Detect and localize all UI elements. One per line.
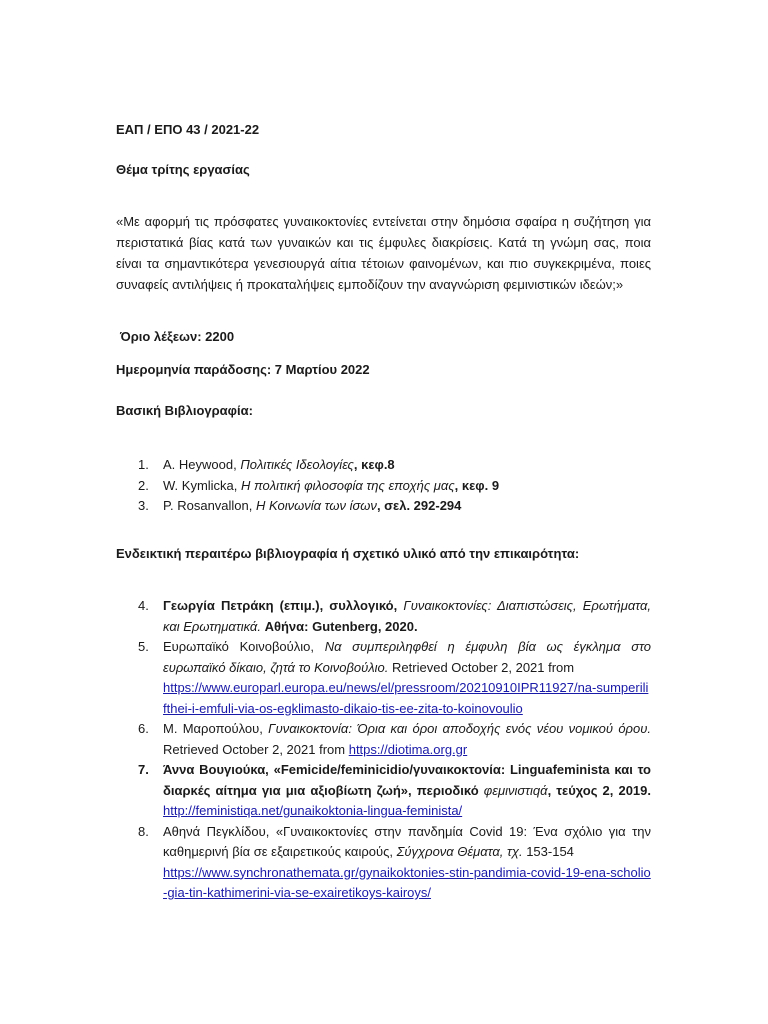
extra-bibliography-list <box>116 596 651 904</box>
list-number: 6. <box>138 721 149 736</box>
retrieved-text: Retrieved October 2, 2021 from <box>392 659 575 675</box>
list-number: 4. <box>138 598 149 613</box>
journal-title: Σύγχρονα Θέματα, τχ. <box>396 844 523 859</box>
topic-heading: Θέμα τρίτης εργασίας <box>116 162 250 177</box>
article-title: Να συμπεριληφθεί η έμφυλη βία ως έγκλημα στο ευρωπαϊκό δίκαιο, ζητά το Κοινοβούλιο. <box>163 639 651 675</box>
book-title: Πολιτικές Ιδεολογίες <box>240 457 354 472</box>
issue: , τεύχος 2, 2019. <box>547 782 651 798</box>
author: W. Kymlicka, <box>163 477 238 493</box>
article-title: Γυναικοκτονία: Όρια και όροι αποδοχής ενός νέου νομικού όρου. <box>268 721 651 736</box>
author: P. Rosanvallon, <box>163 498 253 513</box>
list-number: 2. <box>138 477 149 493</box>
author: Αθηνά Πεγκλίδου, <box>163 823 270 839</box>
chapter: , σελ. 292-294 <box>376 498 462 513</box>
bibliography-heading: Βασική Βιβλιογραφία: <box>116 403 253 418</box>
retrieved-text: Retrieved October 2, 2021 from <box>163 741 346 757</box>
list-item <box>116 476 651 497</box>
article-title: «Γυναικοκτονίες στην πανδημία Covid 19: Ένα σχόλιο για την καθημερινή βία σε εξαιρετικούς καιρούς, <box>163 823 651 859</box>
author: Ευρωπαϊκό Κοινοβούλιο, <box>163 639 314 654</box>
basic-bibliography-list <box>116 455 651 517</box>
extra-bibliography-heading: Ενδεικτική περαιτέρω βιβλιογραφία ή σχετικό υλικό από την επικαιρότητα: <box>116 546 580 561</box>
article-title: «Femicide/feminicidio/γυναικοκτονία: Linguafeminista και το διαρκές αίτημα για μια αξιοβίωτη ζωή», περιοδικό <box>163 762 652 798</box>
journal-title: φεμινιστιqά <box>483 782 548 798</box>
list-number: 8. <box>138 823 149 839</box>
list-item <box>116 596 651 637</box>
source-link[interactable]: http://feministiqa.net/gunaikoktonia-lingua-feminista/ <box>163 803 463 818</box>
list-item <box>116 822 651 904</box>
list-item <box>116 496 651 517</box>
list-number: 7. <box>138 762 149 777</box>
source-link[interactable]: https://www.synchronathemata.gr/gynaikoktonies-stin-pandimia-covid-19-ena-scholio-gia-tin-kathimerini-via-se-exairetikoys-kairoys/ <box>163 864 651 900</box>
book-title: Γυναικοκτονίες: Διαπιστώσεις, Ερωτήματα, και Ερωτηματικά. <box>163 598 651 634</box>
list-item <box>116 455 651 476</box>
list-item <box>116 719 651 760</box>
list-number: 5. <box>138 639 149 654</box>
chapter: , κεφ. 9 <box>454 477 500 493</box>
list-item <box>116 760 651 822</box>
list-number: 1. <box>138 457 149 472</box>
list-number: 3. <box>138 498 149 513</box>
source-link[interactable]: https://diotima.org.gr <box>348 741 468 757</box>
author: Άννα Βουγιούκα, <box>163 762 269 777</box>
deadline: Ημερομηνία παράδοσης: 7 Μαρτίου 2022 <box>116 362 370 377</box>
word-limit: Όριο λέξεων: 2200 <box>120 329 235 344</box>
publisher: Αθήνα: Gutenberg, 2020. <box>264 618 418 634</box>
book-title: Η Κοινωνία των ίσων <box>256 498 377 513</box>
author: Γεωργία Πετράκη (επιμ.), συλλογικό, <box>163 598 398 613</box>
author: Μ. Μαροπούλου, <box>163 721 263 736</box>
course-code: ΕΑΠ / ΕΠΟ 43 / 2021-22 <box>116 122 260 137</box>
author: A. Heywood, <box>163 457 237 472</box>
source-link[interactable]: https://www.europarl.europa.eu/news/el/pressroom/20210910IPR11927/na-sumperilifthei-i-emfuli-via-os-egklimasto-dikaio-tis-ee-zita-to-koinovoulio <box>163 680 649 716</box>
issue: 153-154 <box>526 844 574 859</box>
book-title: Η πολιτική φιλοσοφία της εποχής μας <box>241 477 455 493</box>
chapter: , κεφ.8 <box>353 457 395 472</box>
list-item <box>116 637 651 719</box>
topic-text: «Με αφορμή τις πρόσφατες γυναικοκτονίες εντείνεται στην δημόσια σφαίρα η συζήτηση για περιστατικά βίας κατά των γυναικών και τις έμφυλες διακρίσεις. Κατά τη γνώμη σας, ποια είναι τα σημαντικότερα γενεσιουργά αίτια τέτοιων φαινομένων, και πιο συγκεκριμένα, ποιες συναφείς αντιλήψεις ή προκαταλήψεις εμποδίζουν την αναγνώριση φεμινιστικών ιδεών;» <box>116 214 651 292</box>
